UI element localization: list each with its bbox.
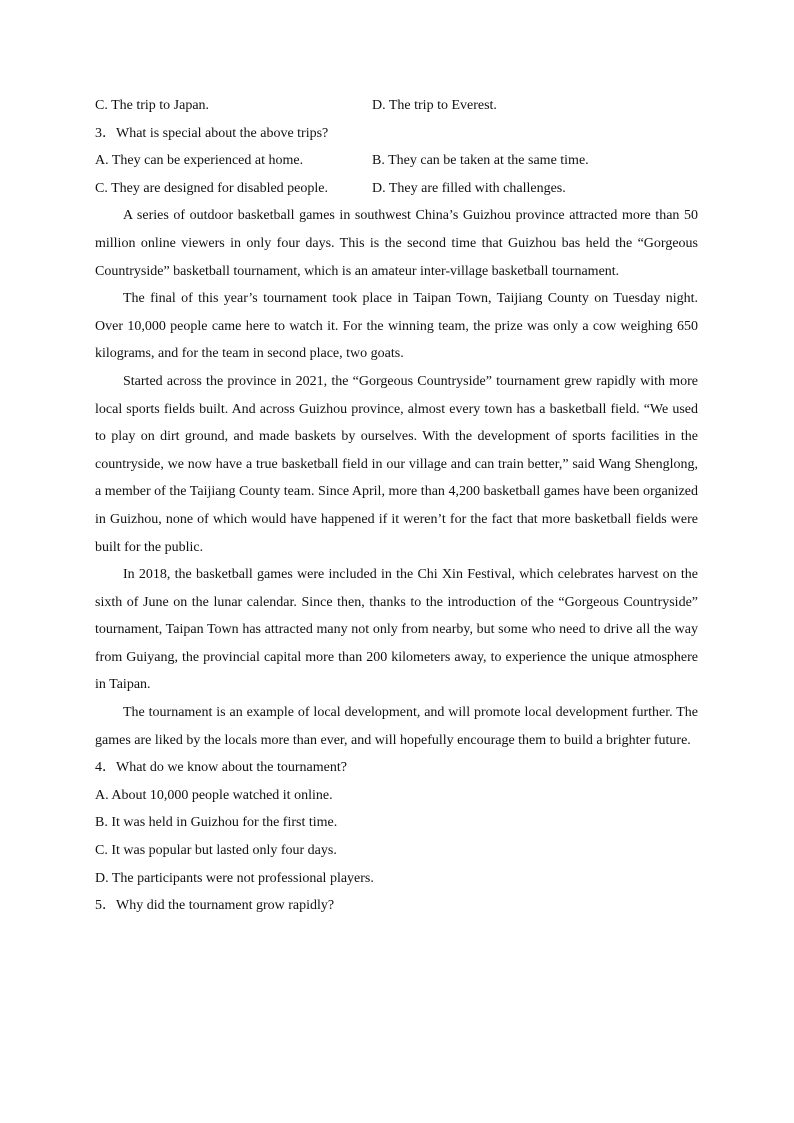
q3-option-c: C. They are designed for disabled people. <box>95 180 329 196</box>
q3-options-cd <box>95 175 698 203</box>
q4-option-c: C. It was popular but lasted only four days. <box>95 843 337 859</box>
passage-paragraph-5: The tournament is an example of local development, and will promote local development further. The games are liked by the locals more than ever, and will hopefully encourage them to build a brighter future. <box>95 705 698 748</box>
q2-option-c: C. The trip to Japan. <box>95 98 210 113</box>
passage-paragraph-1: A series of outdoor basketball games in southwest China’s Guizhou province attracted more than 50 million online viewers in only four days. This is the second time that Guizhou bas held the “Gorgeous Countryside” basketball tournament, which is an amateur inter-village basketball tournament. <box>95 208 698 279</box>
q3-option-a: A. They can be experienced at home. <box>95 153 304 169</box>
passage-paragraph-2: The final of this year’s tournament took place in Taipan Town, Taijiang County on Tuesday night. Over 10,000 people came here to watch it. For the winning team, the prize was only a cow weighing 650 kilograms, and for the team in second place, two goats. <box>95 291 698 362</box>
q4-option-d: D. The participants were not professional players. <box>95 870 374 886</box>
q4-option-b: B. It was held in Guizhou for the first time. <box>95 815 338 831</box>
q2-option-d: D. The trip to Everest. <box>372 98 497 113</box>
q3-option-d: D. They are filled with challenges. <box>372 180 566 196</box>
q2-options-cd <box>95 92 698 120</box>
q5-stem: 5．Why did the tournament grow rapidly? <box>95 898 335 914</box>
q4-option-a: A. About 10,000 people watched it online. <box>95 787 333 803</box>
passage-paragraph-3: Started across the province in 2021, the “Gorgeous Countryside” tournament grew rapidly with more local sports fields built. And across Guizhou province, almost every town has a basketball field. “We used to play on dirt ground, and made baskets by ourselves. With the development of sports facilities in the countryside, we now have a true basketball field in our village and can train better,” said Wang Shenglong, a member of the Taijiang County team. Since April, more than 4,200 basketball games have been organized in Guizhou, none of which would have happened if it weren’t for the fact that more basketball fields were built for the public. <box>95 373 698 555</box>
q4-stem: 4．What do we know about the tournament? <box>95 760 347 776</box>
q3-options-ab <box>95 147 698 175</box>
passage-paragraph-4: In 2018, the basketball games were included in the Chi Xin Festival, which celebrates harvest on the sixth of June on the lunar calendar. Since then, thanks to the introduction of the “Gorgeous Countryside” tournament, Taipan Town has attracted many not only from nearby, but some who need to drive all the way from Guiyang, the provincial capital more than 200 kilometers away, to experience the unique atmosphere in Taipan. <box>95 567 698 693</box>
q3-stem: 3．What is special about the above trips? <box>95 125 329 141</box>
q3-option-b: B. They can be taken at the same time. <box>372 153 589 169</box>
page-content <box>95 92 698 920</box>
